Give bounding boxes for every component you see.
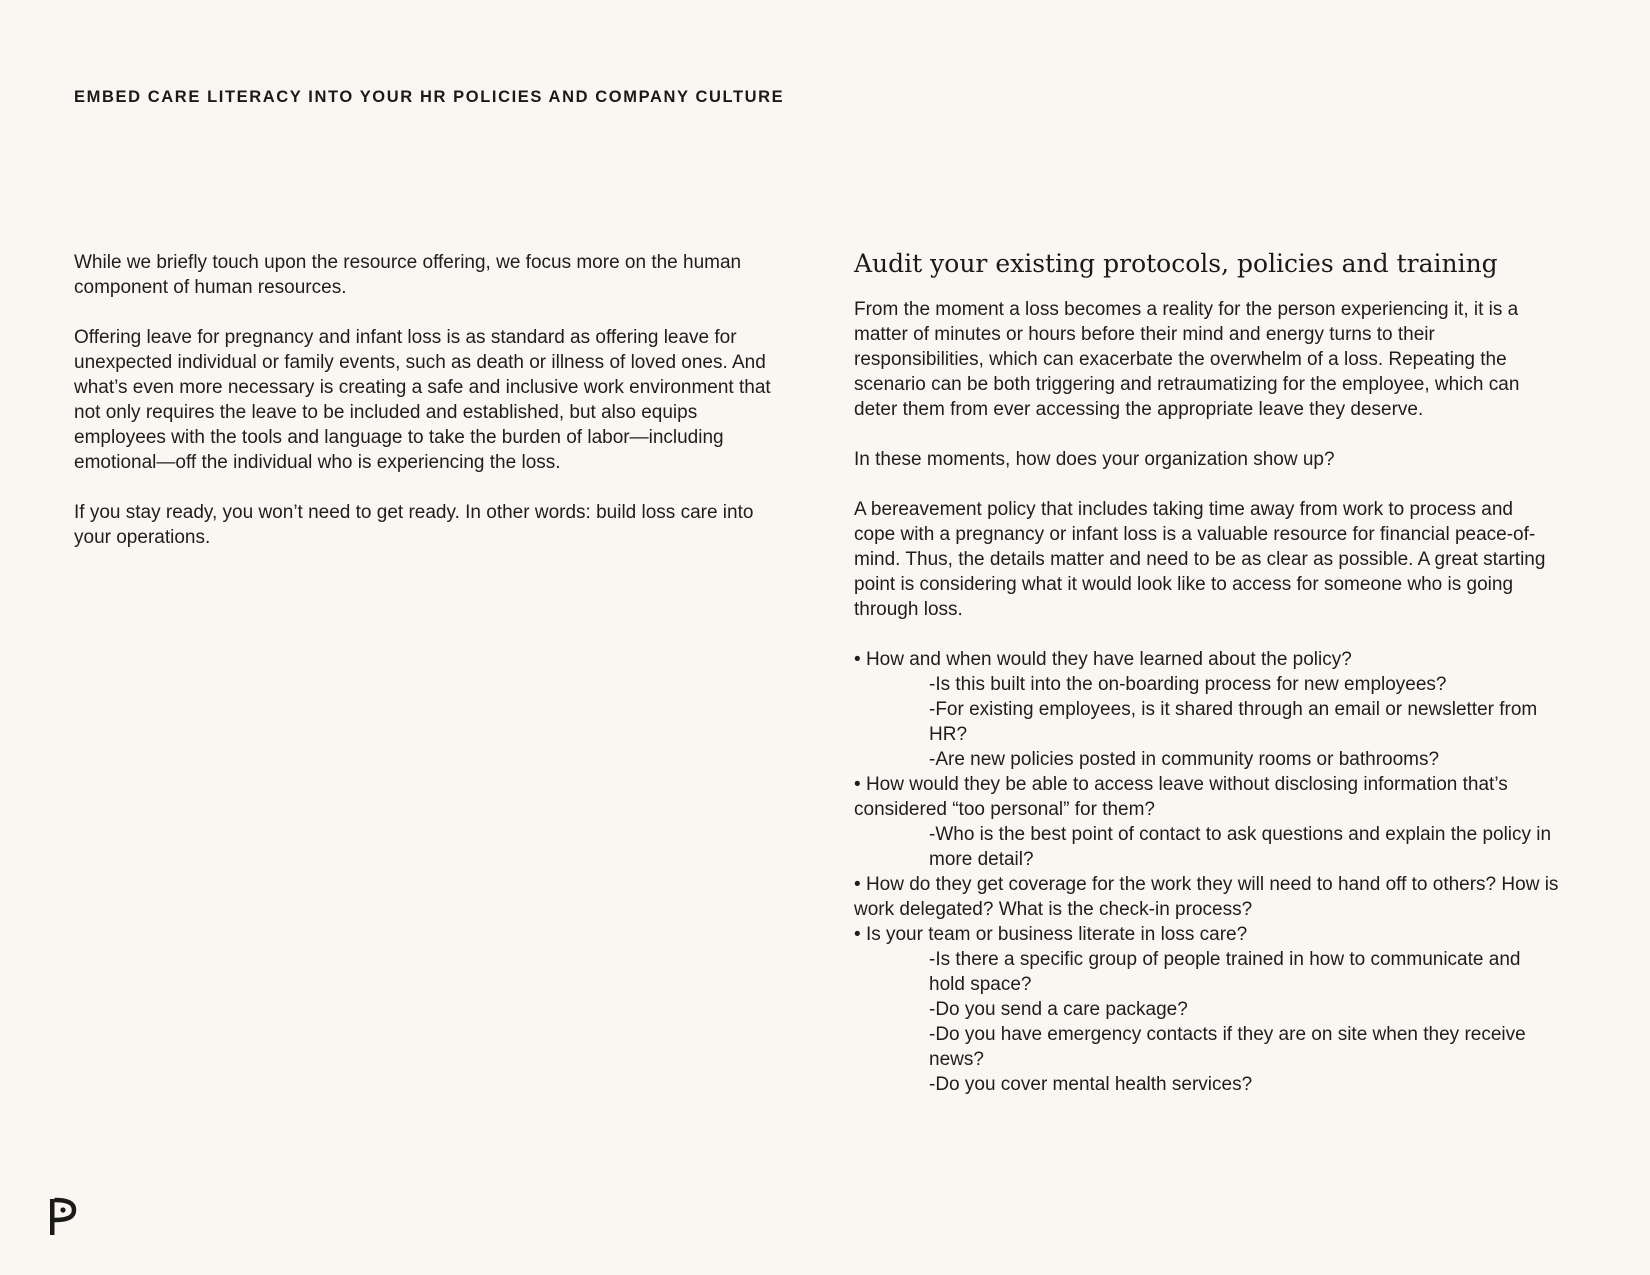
right-paragraph-2: In these moments, how does your organization show up? (854, 449, 1335, 470)
sub-question: -Is this built into the on-boarding process for new employees? (929, 674, 1447, 695)
page-header-title: EMBED CARE LITERACY INTO YOUR HR POLICIES AND COMPANY CULTURE (74, 88, 785, 106)
question-item (854, 647, 1559, 772)
question-text: • Is your team or business literate in loss care? (854, 922, 1559, 947)
sub-question: -Do you have emergency contacts if they are on site when they receive news? (929, 1024, 1526, 1070)
left-column (74, 250, 794, 575)
right-column (854, 248, 1559, 1097)
question-item (854, 872, 1559, 922)
question-text: • How and when would they have learned about the policy? (854, 647, 1559, 672)
sub-question-list (854, 672, 1559, 772)
left-paragraph-2: Offering leave for pregnancy and infant loss is as standard as offering leave for unexpected individual or family events, such as death or illness of loved ones. And what’s even more necessary is creating a safe and inclusive work environment that not only requires the leave to be included and established, but also equips employees with the tools and language to take the burden of labor—including emotional—off the individual who is experiencing the loss. (74, 327, 771, 473)
right-paragraph-3: A bereavement policy that includes taking time away from work to process and cope with a pregnancy or infant loss is a valuable resource for financial peace-of-mind. Thus, the details matter and need to be as clear as possible. A great starting point is considering what it would look like to access for someone who is going through loss. (854, 499, 1546, 620)
question-list (854, 647, 1559, 1097)
left-paragraph-1: While we briefly touch upon the resource offering, we focus more on the human component of human resources. (74, 252, 742, 298)
right-paragraph-1: From the moment a loss becomes a reality for the person experiencing it, it is a matter of minutes or hours before their mind and energy turns to their responsibilities, which can exacerbate the overwhelm of a loss. Repeating the scenario can be both triggering and retraumatizing for the employee, which can deter them from ever accessing the appropriate leave they deserve. (854, 299, 1520, 420)
sub-question-list (854, 822, 1559, 872)
sub-question: -Who is the best point of contact to ask questions and explain the policy in more detail? (929, 824, 1552, 870)
sub-question: -Are new policies posted in community rooms or bathrooms? (929, 749, 1440, 770)
sub-question: -Do you send a care package? (929, 999, 1188, 1020)
sub-question: -Is there a specific group of people trained in how to communicate and hold space? (929, 949, 1521, 995)
left-paragraph-3: If you stay ready, you won’t need to get ready. In other words: build loss care into your operations. (74, 502, 754, 548)
sub-question: -For existing employees, is it shared through an email or newsletter from HR? (929, 699, 1538, 745)
sub-question: -Do you cover mental health services? (929, 1074, 1253, 1095)
question-text: • How do they get coverage for the work they will need to hand off to others? How is work delegated? What is the check-in process? (854, 872, 1559, 922)
section-heading: Audit your existing protocols, policies and training (854, 249, 1498, 278)
sub-question-list (854, 947, 1559, 1097)
question-item (854, 772, 1559, 872)
question-item (854, 922, 1559, 1097)
p-monogram-logo-icon (46, 1197, 80, 1239)
question-text: • How would they be able to access leave without disclosing information that’s considered “too personal” for them? (854, 772, 1559, 822)
